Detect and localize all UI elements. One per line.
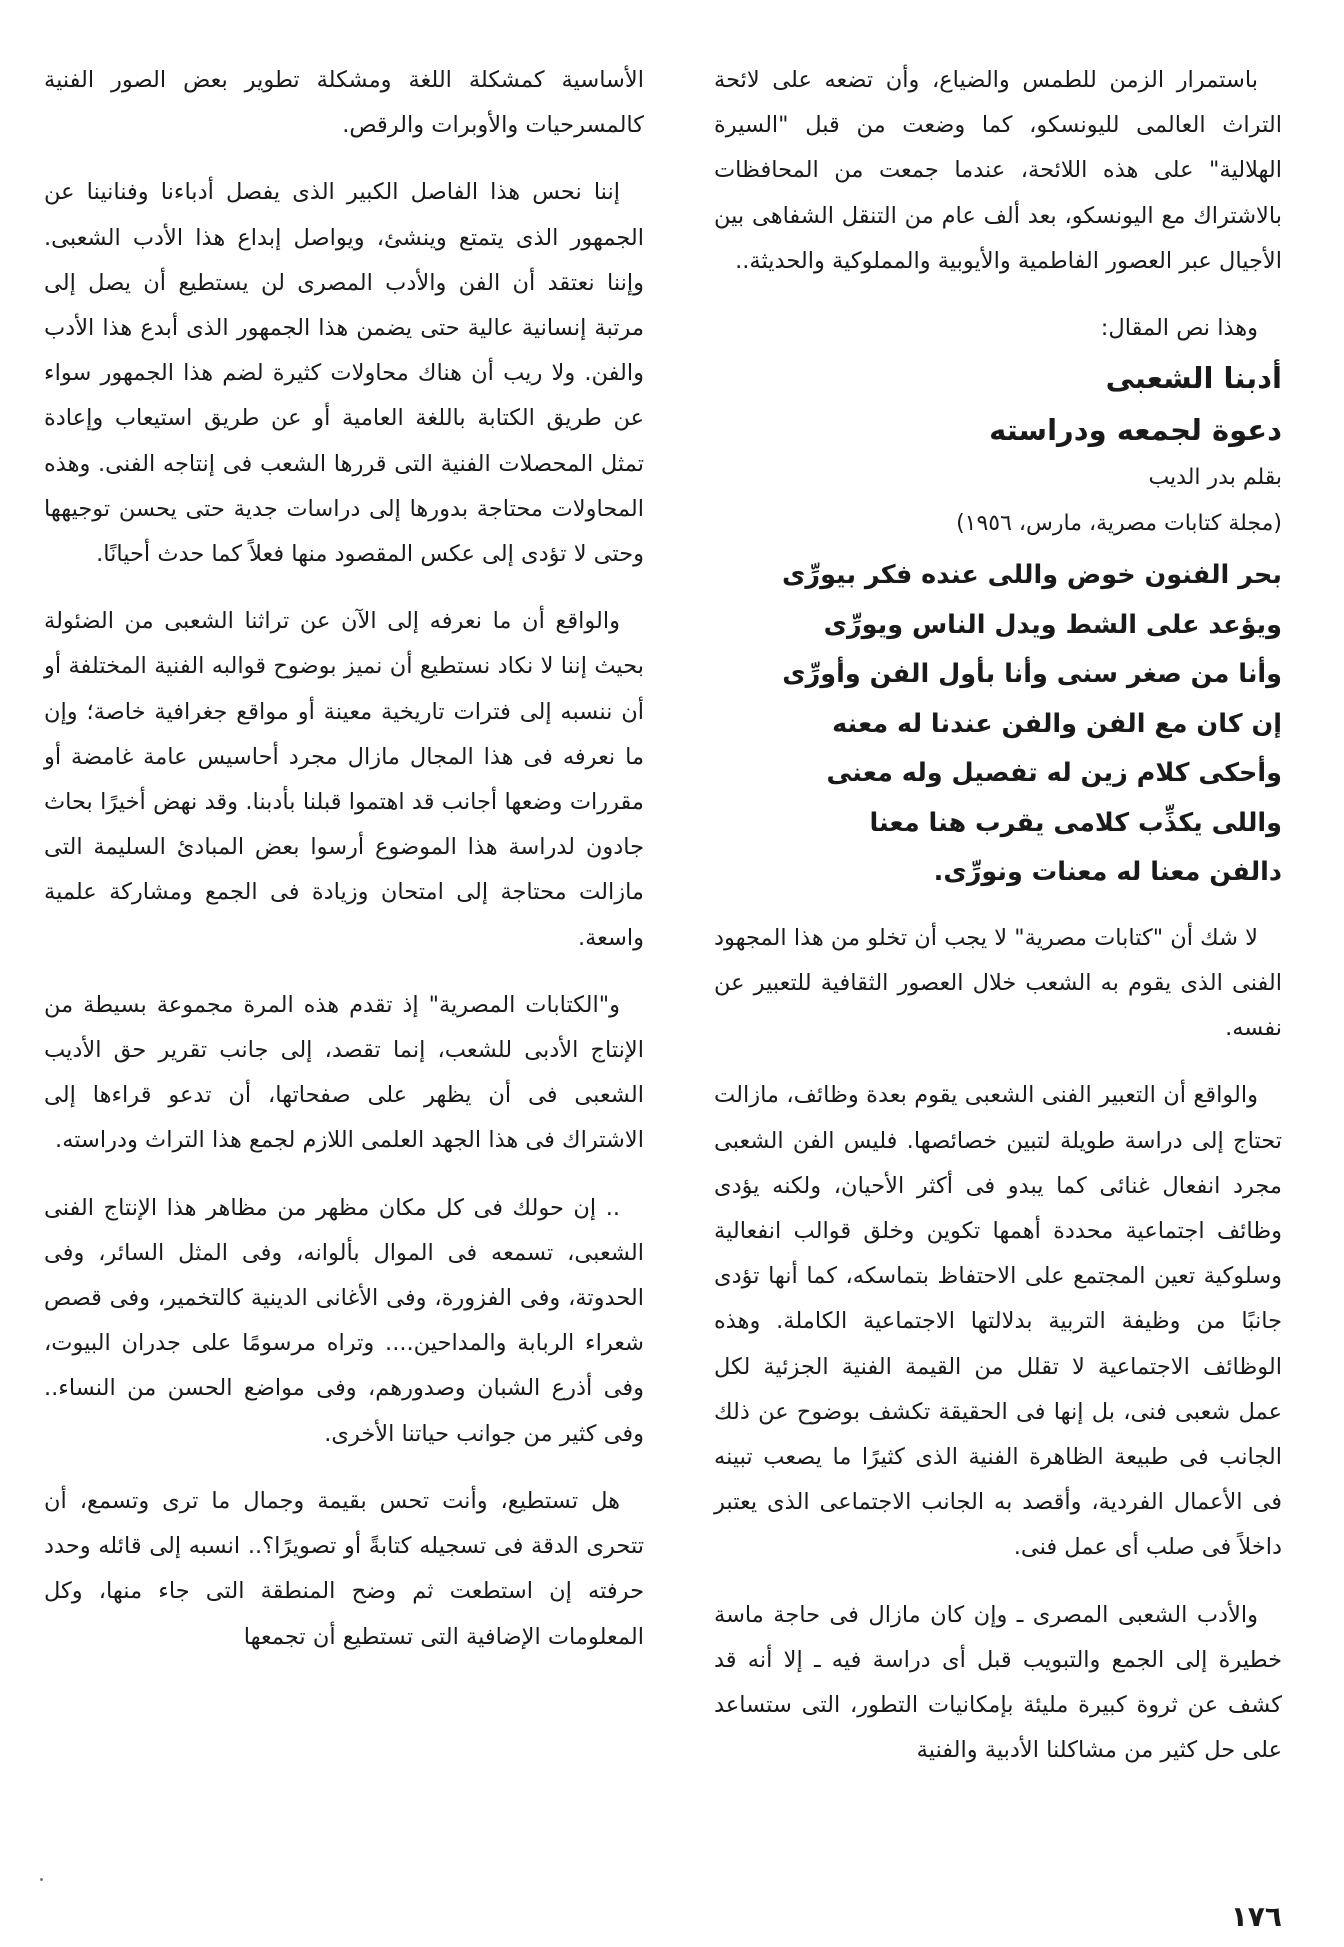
paragraph: والواقع أن ما نعرفه إلى الآن عن تراثنا الشعبى من الضئولة بحيث إننا لا نكاد نستطيع أن نميز بوضوح قوالبه الفنية المختلفة أو أن ننسبه إلى فترات تاريخية معينة أو مواقع جغرافية خاصة؛ وإن ما نعرفه فى هذا المجال مازال مجرد أحاسيس عامة غامضة أو مقررات وضعها أجانب قد اهتموا قبلنا بأدبنا. وقد نهض أخيرًا بحاث جادون لدراسة هذا الموضوع أرسوا بعض المبادئ السليمة التى مازالت محتاجة إلى امتحان وزيادة فى الجمع ومشاركة علمية واسعة. [44, 608, 644, 951]
scan-dot [40, 1878, 43, 1881]
article-lead: وهذا نص المقال: [1100, 315, 1258, 342]
paragraph: .. إن حولك فى كل مكان مظهر من مظاهر هذا الإنتاج الفنى الشعبى، تسمعه فى الموال بألوانه، وفى المثل السائر، وفى الحدوتة، وفى الفزورة، وفى الأغانى الدينية كالتخمير، وفى قصص شعراء الربابة والمداحين.... وتراه مرسومًا على جدران البيوت، وفى أذرع الشبان وصدورهم، وفى مواضع الحسن من النساء.. وفى كثير من جوانب حياتنا الأخرى. [44, 1194, 644, 1447]
poem-line: وأحكى كلام زين له تفصيل وله معنى [826, 758, 1282, 789]
left-column [44, 58, 644, 1682]
page-number: ١٧٦ [1230, 1900, 1282, 1933]
paragraph: إننا نحس هذا الفاصل الكبير الذى يفصل أدباءنا وفنانينا عن الجمهور الذى يتمتع وينشئ، ويواصل إبداع هذا الأدب الشعبى. وإننا نعتقد أن الفن والأدب المصرى لن يستطيع أن يصل إلى مرتبة إنسانية عالية حتى يضمن هذا الجمهور الذى أبدع هذا الأدب والفن. ولا ريب أن هناك محاولات كثيرة لضم هذا الجمهور سواء عن طريق الكتابة باللغة العامية أو عن طريق استيعاب وإعادة تمثل المحصلات الفنية التى قررها الشعب فى إنتاجه الفنى. وهذه المحاولات محتاجة بدورها إلى دراسات جدية حتى يحسن توجيهها وحتى لا تؤدى إلى عكس المقصود منها فعلاً كما حدث أحيانًا. [44, 179, 644, 568]
poem-block [714, 551, 1282, 898]
paragraph-intro: باستمرار الزمن للطمس والضياع، وأن تضعه على لائحة التراث العالمى لليونسكو، كما وضعت من قبل "السيرة الهلالية" على هذه اللائحة، عندما جمعت من المحافظات بالاشتراك مع اليونسكو، بعد ألف عام من التنقل الشفاهى بين الأجيال عبر العصور الفاطمية والأيوبية والمملوكية والحديثة.. [714, 67, 1282, 274]
paragraph-continued: الأساسية كمشكلة اللغة ومشكلة تطوير بعض الصور الفنية كالمسرحيات والأوبرات والرقص. [44, 67, 644, 139]
article-byline: بقلم بدر الديب [1148, 465, 1282, 491]
right-column [714, 58, 1282, 1795]
paragraph: و"الكتابات المصرية" إذ تقدم هذه المرة مجموعة بسيطة من الإنتاج الأدبى للشعب، إنما تقصد، إلى جانب تقرير حق الأديب الشعبى فى أن يظهر على صفحاتها، أن تدعو قراءها إلى الاشتراك فى هذا الجهد العلمى اللازم لجمع هذا التراث ودراسته. [44, 991, 644, 1154]
poem-line: إن كان مع الفن والفن عندنا له معنه [832, 708, 1282, 739]
article-source: (مجلة كتابات مصرية، مارس، ١٩٥٦) [956, 511, 1282, 537]
article-subtitle: دعوة لجمعه ودراسته [989, 413, 1282, 448]
poem-line: ويؤعد على الشط ويدل الناس ويورِّى [823, 609, 1282, 640]
paragraph: هل تستطيع، وأنت تحس بقيمة وجمال ما ترى وتسمع، أن تتحرى الدقة فى تسجيله كتابةً أو تصويرًا؟.. انسبه إلى قائله وحدد حرفته إن استطعت ثم وضح المنطقة التى جاء منها، وكل المعلومات الإضافية التى تستطيع أن تجمعها [44, 1487, 644, 1650]
paragraph: والواقع أن التعبير الفنى الشعبى يقوم بعدة وظائف، مازالت تحتاج إلى دراسة طويلة لتبين خصائصها. فليس الفن الشعبى مجرد انفعال غنائى كما يبدو فى أكثر الأحيان، ولكنه يؤدى وظائف اجتماعية محددة أهمها تكوين وخلق قوالب انفعالية وسلوكية تعين المجتمع على الاحتفاظ بتماسكه، كما أنها تؤدى جانبًا من وظيفة التربية بدلالتها الاجتماعية الكاملة. وهذه الوظائف الاجتماعية لا تقلل من القيمة الفنية الجزئية لكل عمل شعبى فنى، بل إنها فى الحقيقة تكشف بوضوح عن ذلك الجانب فى طبيعة الظاهرة الفنية الذى كثيرًا ما يصعب تبينه فى الأعمال الفردية، وأقصد به الجانب الاجتماعى الذى يعتبر داخلاً فى صلب أى عمل فنى. [714, 1082, 1282, 1561]
paragraph: والأدب الشعبى المصرى ـ وإن كان مازال فى حاجة ماسة خطيرة إلى الجمع والتبويب قبل أى دراسة فيه ـ إلا أنه قد كشف عن ثروة كبيرة مليئة بإمكانيات التطور، التى ستساعد على حل كثير من مشاكلنا الأدبية والفنية [714, 1601, 1282, 1764]
poem-line: واللى يكذِّب كلامى يقرب هنا معنا [869, 807, 1282, 838]
article-title: أدبنا الشعبى [1105, 361, 1282, 396]
poem-line: وأنا من صغر سنى وأنا بأول الفن وأورِّى [782, 659, 1282, 690]
poem-line: دالفن معنا له معنات ونورِّى. [933, 857, 1282, 888]
poem-line: بحر الفنون خوض واللى عنده فكر بيورِّى [782, 560, 1282, 591]
paragraph: لا شك أن "كتابات مصرية" لا يجب أن تخلو من هذا المجهود الفنى الذى يقوم به الشعب خلال العصور الثقافية للتعبير عن نفسه. [714, 924, 1282, 1042]
